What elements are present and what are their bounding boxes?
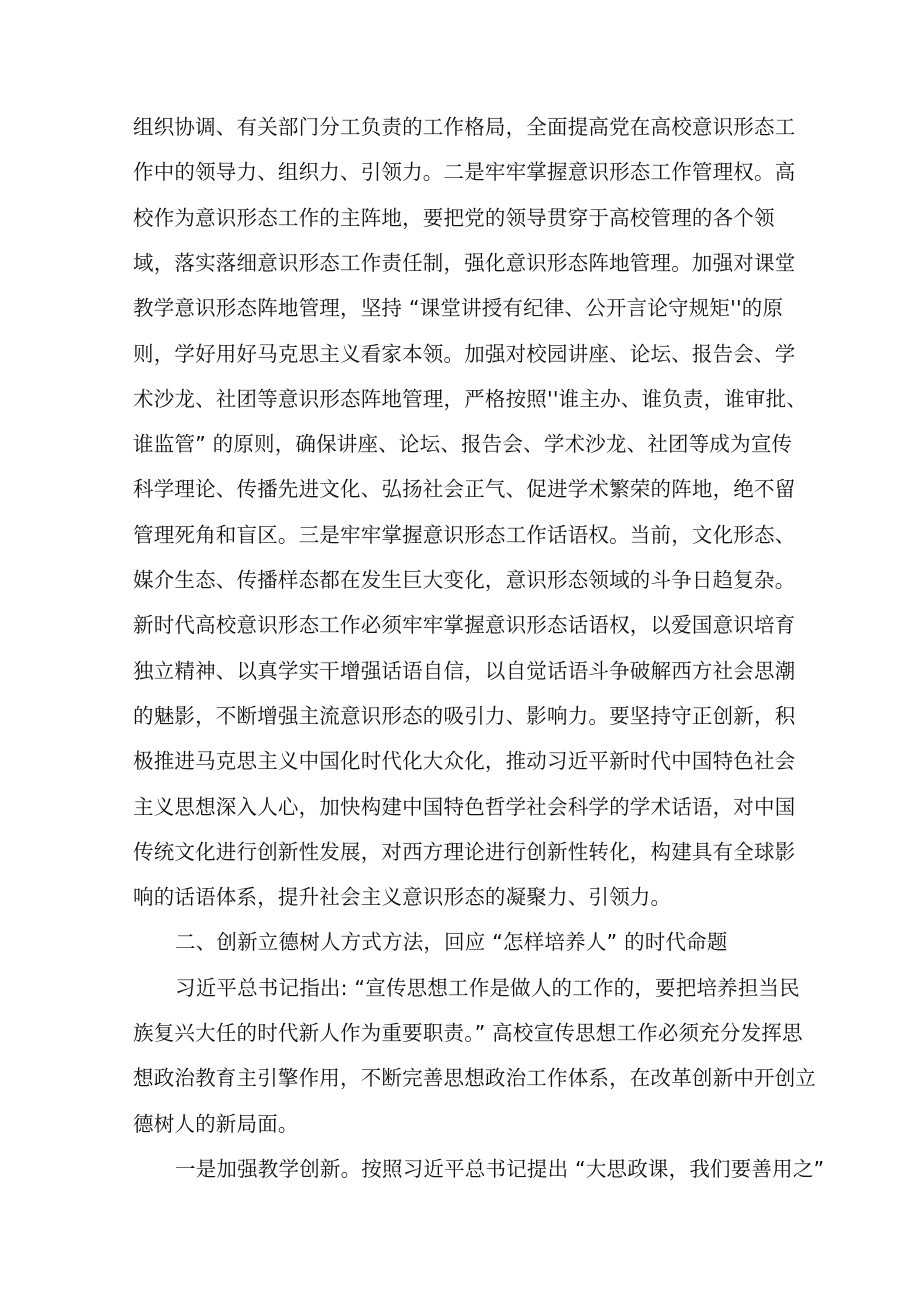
body-text-line: 科学理论、传播先进文化、弘扬社会正气、促进学术繁荣的阵地，绝不留 [133, 477, 796, 502]
body-text-line: 管理死角和盲区。三是牢牢掌握意识形态工作话语权。当前，文化形态、 [133, 522, 796, 547]
body-text-line: 的魅影，不断增强主流意识形态的吸引力、影响力。要坚持守正创新，积 [133, 703, 796, 728]
body-text-line: 德树人的新局面。 [133, 1111, 299, 1136]
body-text-line: 组织协调、有关部门分工负责的工作格局，全面提高党在高校意识形态工 [133, 115, 796, 139]
body-text-line: 主义思想深入人心，加快构建中国特色哲学社会科学的学术话语，对中国 [133, 794, 796, 819]
body-text-line: 想政治教育主引擎作用，不断完善思想政治工作体系，在改革创新中开创立 [133, 1066, 817, 1091]
body-text-line: 族复兴大任的时代新人作为重要职责。” 高校宣传思想工作必须充分发挥思 [133, 1021, 803, 1045]
section-heading: 二、创新立德树人方式方法，回应 “怎样培养人” 的时代命题 [175, 930, 728, 955]
body-text-line: 一是加强教学创新。按照习近平总书记提出 “大思政课，我们要善用之” [175, 1156, 825, 1181]
body-text-line: 校作为意识形态工作的主阵地，要把党的领导贯穿于高校管理的各个领 [133, 205, 775, 230]
body-text-line: 独立精神、以真学实干增强话语自信，以自觉话语斗争破解西方社会思潮 [133, 658, 796, 683]
body-text-line: 响的话语体系，提升社会主义意识形态的凝聚力、引领力。 [133, 885, 672, 910]
body-text-line: 教学意识形态阵地管理，坚持 “课堂讲授有纪律、公开言论守规矩''的原 [133, 296, 784, 321]
body-text-line: 作中的领导力、组织力、引领力。二是牢牢掌握意识形态工作管理权。高 [133, 160, 796, 185]
body-text-line: 习近平总书记指出: “宣传思想工作是做人的工作的，要把培养担当民 [175, 975, 800, 1000]
body-text-line: 新时代高校意识形态工作必须牢牢掌握意识形态话语权，以爱国意识培育 [133, 613, 796, 638]
body-text-line: 术沙龙、社团等意识形态阵地管理，严格按照''谁主办、谁负责，谁审批、 [133, 386, 808, 411]
body-text-line: 谁监管” 的原则，确保讲座、论坛、报告会、学术沙龙、社团等成为宣传 [133, 432, 793, 457]
body-text-line: 传统文化进行创新性发展，对西方理论进行创新性转化，构建具有全球影 [133, 839, 796, 864]
body-text-line: 则，学好用好马克思主义看家本领。加强对校园讲座、论坛、报告会、学 [133, 341, 796, 366]
body-text-line: 域，落实落细意识形态工作责任制，强化意识形态阵地管理。加强对课堂 [133, 250, 796, 275]
body-text-line: 媒介生态、传播样态都在发生巨大变化，意识形态领域的斗争日趋复杂。 [133, 568, 796, 592]
body-text-line: 极推进马克思主义中国化时代化大众化，推动习近平新时代中国特色社会 [133, 749, 796, 774]
